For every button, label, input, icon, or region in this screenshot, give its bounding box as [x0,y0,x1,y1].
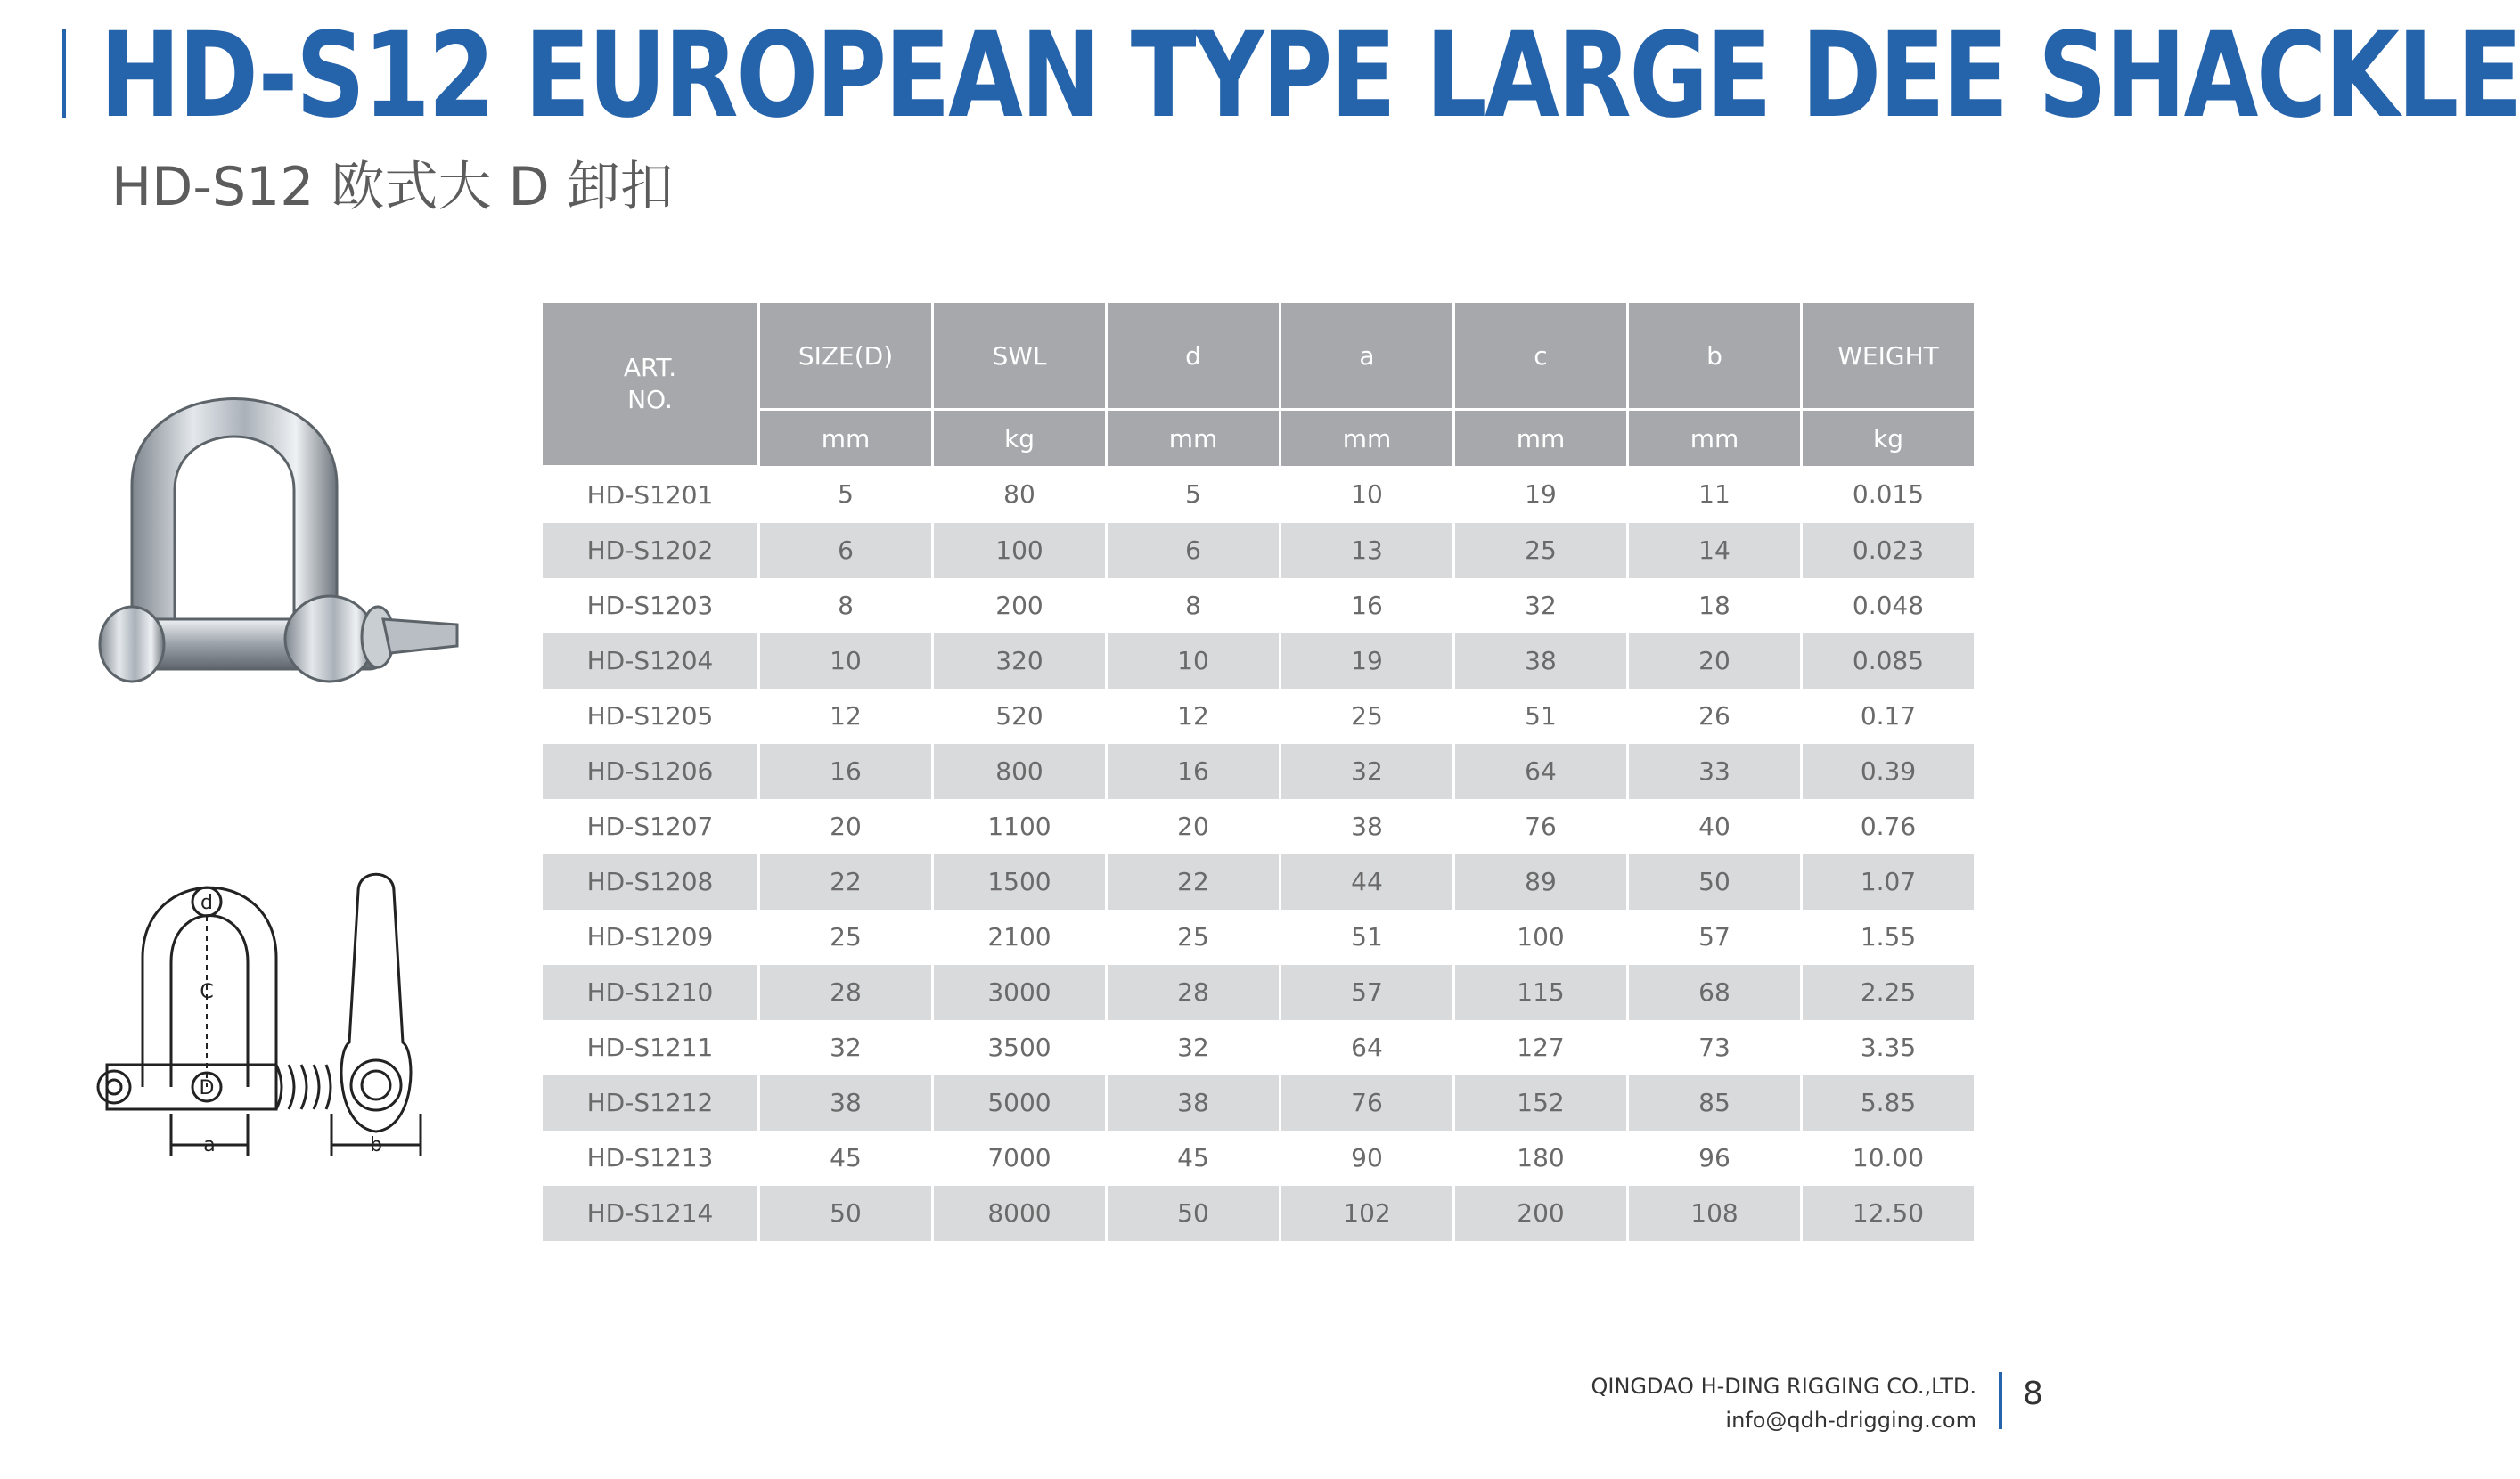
unit-c: mm [1454,410,1628,467]
cell-a: 13 [1280,523,1454,578]
cell-d: 38 [1107,1075,1280,1131]
dim-label-b: b [370,1134,382,1156]
cell-a: 25 [1280,689,1454,744]
cell-b: 96 [1628,1131,1802,1186]
cell-size: 16 [759,744,933,799]
table-row [542,633,1976,689]
cell-weight: 0.085 [1802,633,1976,689]
cell-art-no: HD-S1204 [542,633,759,689]
table-row [542,689,1976,744]
cell-c: 115 [1454,965,1628,1020]
cell-swl: 800 [933,744,1107,799]
cell-weight: 0.76 [1802,799,1976,854]
cell-weight: 0.023 [1802,523,1976,578]
cell-c: 180 [1454,1131,1628,1186]
cell-size: 50 [759,1186,933,1241]
cell-swl: 8000 [933,1186,1107,1241]
cell-a: 19 [1280,633,1454,689]
table-row [542,1131,1976,1186]
cell-d: 12 [1107,689,1280,744]
cell-swl: 7000 [933,1131,1107,1186]
spec-table [540,303,1976,1241]
cell-weight: 5.85 [1802,1075,1976,1131]
page-subtitle: HD-S12 欧式大 D 卸扣 [111,156,674,218]
company-name: QINGDAO H-DING RIGGING CO.,LTD. [1591,1374,1976,1399]
cell-c: 51 [1454,689,1628,744]
cell-art-no: HD-S1210 [542,965,759,1020]
cell-b: 73 [1628,1020,1802,1075]
cell-b: 20 [1628,633,1802,689]
cell-c: 38 [1454,633,1628,689]
cell-a: 44 [1280,854,1454,910]
cell-art-no: HD-S1202 [542,523,759,578]
cell-weight: 2.25 [1802,965,1976,1020]
cell-c: 152 [1454,1075,1628,1131]
cell-d: 8 [1107,578,1280,633]
cell-d: 6 [1107,523,1280,578]
header-b: b [1628,303,1802,410]
dim-label-c: C [200,981,214,1003]
cell-size: 38 [759,1075,933,1131]
cell-d: 50 [1107,1186,1280,1241]
cell-b: 57 [1628,910,1802,965]
table-row [542,854,1976,910]
cell-art-no: HD-S1207 [542,799,759,854]
cell-swl: 1500 [933,854,1107,910]
cell-a: 38 [1280,799,1454,854]
table-row [542,466,1976,523]
cell-d: 16 [1107,744,1280,799]
cell-size: 20 [759,799,933,854]
cell-a: 64 [1280,1020,1454,1075]
cell-art-no: HD-S1212 [542,1075,759,1131]
cell-c: 100 [1454,910,1628,965]
page-title: HD-S12 EUROPEAN TYPE LARGE DEE SHACKLE [100,7,2520,144]
cell-b: 68 [1628,965,1802,1020]
cell-swl: 200 [933,578,1107,633]
unit-d: mm [1107,410,1280,467]
cell-swl: 80 [933,466,1107,523]
cell-d: 25 [1107,910,1280,965]
cell-c: 76 [1454,799,1628,854]
cell-d: 45 [1107,1131,1280,1186]
cell-d: 22 [1107,854,1280,910]
table-row [542,1186,1976,1241]
cell-c: 25 [1454,523,1628,578]
page-number: 8 [2023,1376,2043,1412]
table-row [542,1075,1976,1131]
cell-size: 5 [759,466,933,523]
cell-d: 20 [1107,799,1280,854]
cell-a: 57 [1280,965,1454,1020]
cell-weight: 10.00 [1802,1131,1976,1186]
cell-d: 28 [1107,965,1280,1020]
cell-d: 10 [1107,633,1280,689]
cell-art-no: HD-S1201 [542,466,759,523]
footer-contact [1591,1369,1976,1437]
cell-swl: 1100 [933,799,1107,854]
table-header-row [542,303,1976,410]
cell-art-no: HD-S1213 [542,1131,759,1186]
cell-weight: 1.07 [1802,854,1976,910]
header-size: SIZE(D) [759,303,933,410]
cell-size: 32 [759,1020,933,1075]
table-row [542,1020,1976,1075]
cell-size: 10 [759,633,933,689]
header-d: d [1107,303,1280,410]
header-c: c [1454,303,1628,410]
cell-swl: 3000 [933,965,1107,1020]
cell-c: 127 [1454,1020,1628,1075]
cell-d: 32 [1107,1020,1280,1075]
dim-label-a: a [203,1134,216,1156]
cell-weight: 0.39 [1802,744,1976,799]
unit-a: mm [1280,410,1454,467]
cell-a: 16 [1280,578,1454,633]
dim-label-d: d [200,892,213,914]
cell-art-no: HD-S1214 [542,1186,759,1241]
cell-art-no: HD-S1209 [542,910,759,965]
cell-c: 200 [1454,1186,1628,1241]
cell-c: 32 [1454,578,1628,633]
shackle-dimension-drawing [89,873,428,1167]
cell-weight: 12.50 [1802,1186,1976,1241]
cell-size: 8 [759,578,933,633]
cell-b: 11 [1628,466,1802,523]
cell-swl: 2100 [933,910,1107,965]
cell-art-no: HD-S1205 [542,689,759,744]
cell-weight: 0.17 [1802,689,1976,744]
footer-accent-bar [1999,1372,2002,1429]
cell-size: 45 [759,1131,933,1186]
table-row [542,578,1976,633]
cell-b: 85 [1628,1075,1802,1131]
unit-weight: kg [1802,410,1976,467]
cell-b: 108 [1628,1186,1802,1241]
cell-a: 102 [1280,1186,1454,1241]
table-row [542,799,1976,854]
cell-size: 22 [759,854,933,910]
cell-b: 40 [1628,799,1802,854]
shackle-photo [96,352,470,699]
cell-swl: 520 [933,689,1107,744]
cell-b: 18 [1628,578,1802,633]
cell-c: 64 [1454,744,1628,799]
cell-art-no: HD-S1211 [542,1020,759,1075]
table-row [542,965,1976,1020]
dim-label-D: D [199,1077,215,1099]
cell-art-no: HD-S1203 [542,578,759,633]
cell-a: 90 [1280,1131,1454,1186]
cell-d: 5 [1107,466,1280,523]
cell-swl: 5000 [933,1075,1107,1131]
unit-swl: kg [933,410,1107,467]
table-row [542,744,1976,799]
cell-size: 12 [759,689,933,744]
cell-c: 19 [1454,466,1628,523]
header-swl: SWL [933,303,1107,410]
cell-size: 25 [759,910,933,965]
cell-swl: 100 [933,523,1107,578]
table-row [542,910,1976,965]
cell-weight: 0.048 [1802,578,1976,633]
cell-weight: 1.55 [1802,910,1976,965]
cell-size: 6 [759,523,933,578]
cell-b: 50 [1628,854,1802,910]
cell-c: 89 [1454,854,1628,910]
cell-swl: 3500 [933,1020,1107,1075]
company-email: info@qdh-drigging.com [1725,1408,1976,1433]
header-a: a [1280,303,1454,410]
cell-a: 10 [1280,466,1454,523]
cell-art-no: HD-S1208 [542,854,759,910]
unit-size: mm [759,410,933,467]
cell-b: 14 [1628,523,1802,578]
cell-a: 51 [1280,910,1454,965]
cell-b: 26 [1628,689,1802,744]
cell-weight: 3.35 [1802,1020,1976,1075]
cell-size: 28 [759,965,933,1020]
cell-a: 76 [1280,1075,1454,1131]
header-weight: WEIGHT [1802,303,1976,410]
cell-a: 32 [1280,744,1454,799]
title-accent-bar [62,29,66,118]
cell-weight: 0.015 [1802,466,1976,523]
cell-art-no: HD-S1206 [542,744,759,799]
table-row [542,523,1976,578]
cell-b: 33 [1628,744,1802,799]
header-art-no: ART. NO. [542,303,759,466]
cell-swl: 320 [933,633,1107,689]
unit-b: mm [1628,410,1802,467]
